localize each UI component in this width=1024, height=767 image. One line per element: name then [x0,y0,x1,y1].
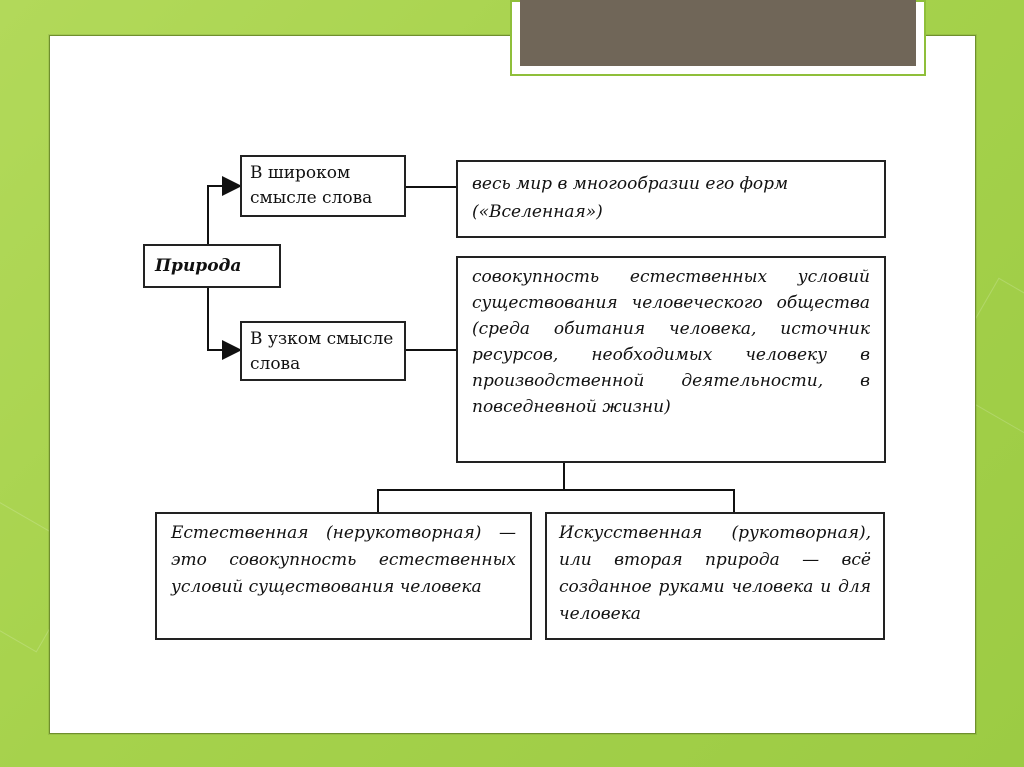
connector-root-broad [208,186,240,244]
broad-sense-node: В широком смысле слова [240,155,406,217]
artificial-nature-node: Искусственная (рукотворная), или вторая природа — всё созданное руками человека и для человека [545,512,885,640]
broad-sense-description: весь мир в многообразии его форм («Вселенная») [456,160,886,238]
natural-nature-node: Естественная (нерукотворная) — это совокупность естественных условий существования человека [155,512,532,640]
connector-split-bar [378,490,734,512]
connector-root-narrow [208,288,240,350]
narrow-sense-node: В узком смысле слова [240,321,406,381]
narrow-sense-description: совокупность естественных условий существования человеческого общества (среда обитания человека, источник ресурсов, необходимых человеку в производственной деятельности, в повседневной жизни) [456,256,886,463]
root-node: Природа [143,244,281,288]
